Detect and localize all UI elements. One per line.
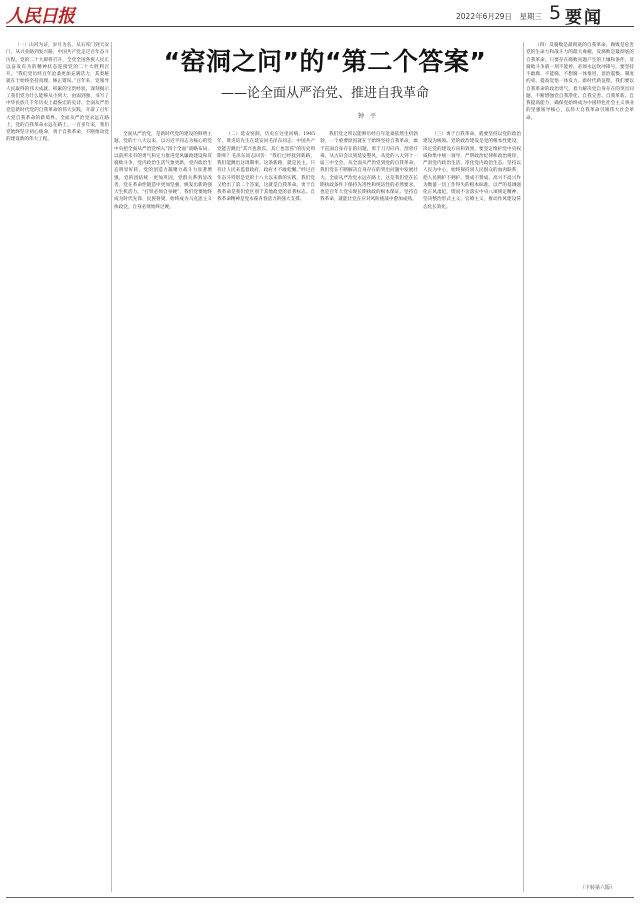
article-column-2 — [114, 131, 212, 892]
newspaper-logo: 人民日报 — [6, 6, 74, 27]
footer-rule — [6, 897, 634, 898]
column-text: （三）勇于自我革命，就要坚持以党的政治建设为统领。党的政治建设是党的根本性建设，决定党的建设方向和效果。要坚定维护党中央权威和集中统一领导，严明政治纪律和政治规矩，严肃党内政治生活，净化党内政治生态。坚持以人民为中心，始终保持同人民群众的血肉联系，把人民拥护不拥护、赞成不赞成、高兴不高兴作为衡量一切工作得失的根本标准。以严的基调强化正风肃纪，锲而不舍落实中央八项规定精神，坚决整治形式主义、官僚主义，推动作风建设常态化长效化。 — [423, 132, 521, 210]
article-column-5 — [423, 131, 521, 892]
article-column-6 — [526, 42, 634, 892]
article-subtitle: ——论全面从严治党、推进自我革命 — [220, 86, 429, 101]
column-divider — [523, 42, 524, 892]
article-column-1 — [6, 42, 109, 892]
column-text: （四）反腐败是最彻底的自我革命。腐败是危害党的生命力和战斗力的最大毒瘤，反腐败是最彻底的自我革命。只要存在腐败问题产生的土壤和条件，反腐败斗争就一刻不能停，必须永远吹冲锋号。要坚持不敢腐、不能腐、不想腐一体推进，惩治震慑、制度约束、提高觉悟一体发力。新时代新征程，我们要以自我革命的政治勇气，着力解决党自身存在的突出问题，不断增强党自我净化、自我完善、自我革新、自我提高能力，确保党始终成为中国特色社会主义事业的坚强领导核心，以伟大自我革命引领伟大社会革命。 — [526, 43, 634, 121]
issue-date: 2022年6月29日 星期三 — [456, 12, 542, 21]
article-column-3 — [217, 131, 315, 892]
page-number: 5 — [549, 2, 562, 24]
article-title: “窑洞之问”的“第二个答案” — [163, 47, 487, 76]
masthead — [0, 0, 640, 26]
article-headline — [150, 42, 500, 101]
column-divider — [111, 42, 112, 892]
continued-note: （下转第六版） — [580, 885, 616, 891]
column-text: 我们党之所以能够历经百年沧桑依然生机勃勃，一个重要原因就在于始终坚持自我革命，敢于直面自身存在的问题，勇于刀刃向内、刮骨疗毒。从古田会议到延安整风，从党的八大到十一届三中全会，从全面从严治党到党的自我革命，我们党在不断解决自身存在的突出问题中发展壮大。全面从严治党永远在路上，这是我们党在长期执政条件下保持先进性和纯洁性的必然要求，也是百年大党实现长期执政的根本保证。坚持自我革命，就能让党在应对风险挑战中愈加成熟。 — [320, 132, 418, 203]
section-name: 要闻 — [565, 8, 603, 28]
article-column-4 — [320, 131, 418, 892]
article-byline: 钟 平 — [358, 113, 377, 120]
masthead-rule — [6, 26, 634, 27]
column-text: 全面从严治党，是新时代党的建设的鲜明主题。党的十八大以来，以习近平同志为核心的党中央把全面从严治党纳入“四个全面”战略布局，以前所未有的勇气和定力推进党风廉政建设和反腐败斗争，党内政治生活气象更新，党内政治生态明显好转，党的创造力凝聚力战斗力显著增强，党的团结统一更加巩固，党群关系明显改善，党在革命性锻造中更加坚强，焕发出新的强大生机活力。“打铁必须自身硬”，我们党要始终成为时代先锋、民族脊梁，始终成为马克思主义执政党，自身必须始终过硬。 — [114, 132, 212, 210]
column-text: （二）延安窑洞，历史在这里回响。1945年，黄炎培先生在延安问毛泽东同志：中国共产党能否跳出“其兴也勃焉，其亡也忽焉”的历史周期率？毛泽东同志回答：“我们已经找到新路，我们能跳出这周期率。这条新路，就是民主。只有让人民来监督政府，政府才不敢松懈。”经过百年奋斗特别是党的十八大以来新的实践，我们党又给出了第二个答案，这就是自我革命。勇于自我革命是我们党区别于其他政党的显著标志。自我革命精神是党永葆青春活力的强大支撑。 — [217, 132, 315, 203]
column-text: （一）山河为证，岁月为名。从石库门到天安门，从兴业路到复兴路，中国共产党走过百年奋斗历程。党的二十大即将召开，全党全国各族人民正以奋发有为的精神状态迎接党的二十大胜利召开。“我们党历经百年沧桑更加充满活力，其奥秘就在于始终坚持真理、修正错误。”百年来，党领导人民取得的伟大成就、积累的宝贵经验，深刻揭示了我们党为什么能够从小到大、由弱到强，书写了中华民族几千年历史上最恢宏的史诗。全面从严治党是新时代党的自我革命的伟大实践，开辟了百年大党自我革命的新境界。全面从严治党永远在路上，党的自我革命永远在路上。一百多年来，我们党始终坚守初心使命，勇于自我革命，不断推动党的建设新的伟大工程。 — [6, 43, 109, 143]
